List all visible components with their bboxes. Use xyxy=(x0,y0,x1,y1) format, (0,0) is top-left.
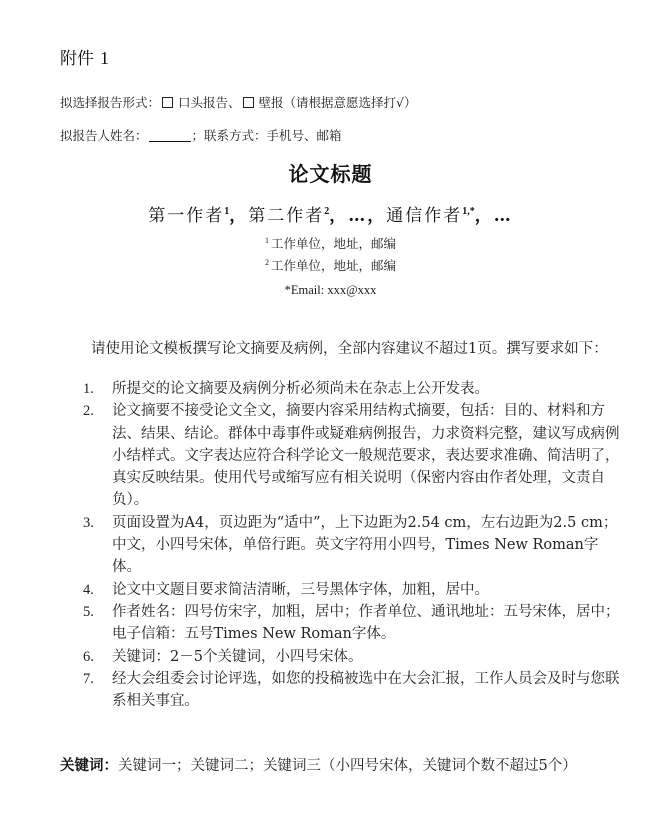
report-form-line xyxy=(60,93,417,111)
poster-label: 壁报（请根据意愿选择打√） xyxy=(258,95,417,110)
reporter-name-blank[interactable] xyxy=(149,129,191,142)
affiliation-1: $^1$ 工作单位，地址，邮编 xyxy=(264,236,396,251)
attachment-label: 附件 xyxy=(60,49,94,69)
requirement-item: 2. 论文摘要不接受论文全文，摘要内容采用结构式摘要，包括：目的、材料和方法、结果、结论。群体中毒事件或疑难病例报告，力求资料完整，建议写成病例小结样式。文字表达应符合科学论文一般规范要求，表达要求准确、简洁明了，真实反映结果。使用代号或缩写应有相关说明（保密内容由作者处理，文责自负）。 xyxy=(83,403,620,509)
requirement-item: 7. 经大会组委会讨论评选，如您的投稿被选中在大会汇报，工作人员会及时与您联系相关事宜。 xyxy=(83,670,620,710)
poster-checkbox[interactable] xyxy=(243,97,254,108)
first-author-sup: 1 xyxy=(224,206,230,217)
corresponding-author: 通信作者 xyxy=(386,206,463,226)
corresponding-email: *Email: xxx@xxx xyxy=(284,283,377,297)
requirement-item: 4. 论文中文题目要求简洁清晰，三号黑体字体，加粗，居中。 xyxy=(83,581,489,598)
contact-info: ；联系方式：手机号、邮箱 xyxy=(191,128,342,143)
oral-report-label: 口头报告、 xyxy=(178,95,241,110)
oral-report-checkbox[interactable] xyxy=(162,97,173,108)
report-form-prefix: 拟选择报告形式： xyxy=(60,95,161,110)
requirement-item: 5. 作者姓名：四号仿宋字，加粗，居中；作者单位、通讯地址：五号宋体，居中；电子信箱：五号Times New Roman字体。 xyxy=(83,603,620,643)
author-line: 第一作者$^1$，第二作者$^2$，…，通信作者$^{1,*}$，… xyxy=(148,206,513,226)
requirement-item: 1. 所提交的论文摘要及病例分析必须尚未在杂志上公开发表。 xyxy=(83,381,489,397)
first-author: 第一作者 xyxy=(148,206,225,226)
keywords-label: 关键词： xyxy=(60,758,118,774)
author-ellipsis: … xyxy=(348,206,368,226)
requirement-item: 3. 页面设置为A4，页边距为“适中”，上下边距为2.54 cm，左右边距为2.5 cm；中文，小四号宋体，单倍行距。英文字符用小四号，Times New Roman字体。 xyxy=(83,514,618,576)
requirement-item: 6. 关键词：2－5个关键词，小四号宋体。 xyxy=(83,648,363,665)
reporter-line xyxy=(60,126,342,144)
author-ellipsis-end: … xyxy=(493,206,513,226)
keywords-text: 关键词一；关键词二；关键词三（小四号宋体，关键词个数不超过5个） xyxy=(118,758,577,774)
affiliation-2: $^2$ 工作单位，地址，邮编 xyxy=(264,258,396,273)
attachment-heading xyxy=(60,44,109,69)
intro-paragraph: 请使用论文模板撰写论文摘要及病例，全部内容建议不超过1页。撰写要求如下： xyxy=(91,341,608,357)
second-author-sup: 2 xyxy=(324,206,330,217)
second-author: 第二作者 xyxy=(248,206,325,226)
reporter-name-label: 拟报告人姓名： xyxy=(60,128,148,143)
keywords-line xyxy=(60,754,577,775)
paper-title: 论文标题 xyxy=(288,162,373,186)
attachment-number: 1 xyxy=(100,48,109,68)
requirements-list xyxy=(83,378,623,712)
corresponding-author-sup: 1,* xyxy=(462,206,475,217)
